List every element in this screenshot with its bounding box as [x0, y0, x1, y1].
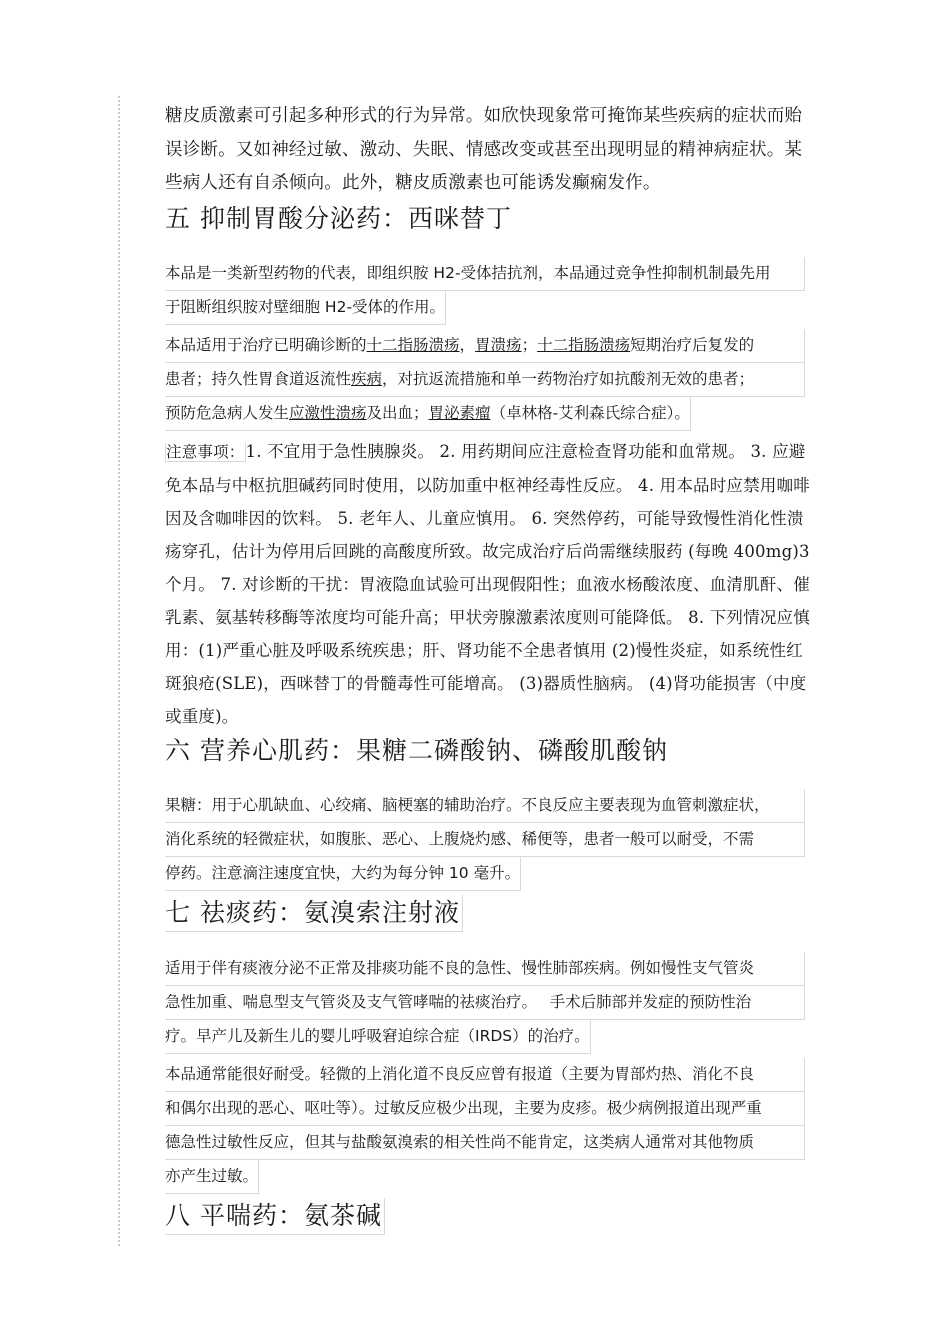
- notes-text: 1. 不宜用于急性胰腺炎。 2. 用药期间应注意检查肾功能和血常规。 3. 应避免本品与中枢抗胆碱药同时使用，以防加重中枢神经毒性反应。 4. 用本品时应禁用咖啡因及含咖啡因的饮料。 5. 老年人、儿童应慎用。 6. 突然停药，可能导致慢性消化性溃疡穿孔，估计为停用后回跳的高酸度所致。故完成治疗后尚需继续服药 (每晚 400mg)3 个月。 7. 对诊断的干扰：胃液隐血试验可出现假阳性；血液水杨酸浓度、血清肌酐、催乳素、氨基转移酶等浓度均可能升高；甲状旁腺激素浓度则可能降低。 8. 下列情况应慎用：(1)严重心脏及呼吸系统疾患；肝、肾功能不全患者慎用 (2)慢性炎症，如系统性红斑狼疮(SLE)，西咪替丁的骨髓毒性可能增高。 (3)器质性脑病。 (4)肾功能损害（中度或重度)。: [165, 441, 810, 726]
- text-line: [165, 329, 805, 363]
- text-line: 急性加重、喘息型支气管炎及支气管哮喘的祛痰治疗。 手术后肺部并发症的预防性治: [165, 986, 805, 1020]
- section-7-adverse-effects: [165, 1058, 805, 1198]
- link-disease[interactable]: 疾病: [351, 369, 383, 388]
- text-line: 消化系统的轻微症状，如腹胀、恶心、上腹烧灼感、稀便等，患者一般可以耐受，不需: [165, 823, 805, 857]
- text-line: 和偶尔出现的恶心、呕吐等）。过敏反应极少出现，主要为皮疹。极少病例报道出现严重: [165, 1092, 805, 1126]
- text-line: [165, 363, 805, 397]
- text-line: [165, 397, 691, 431]
- text-run: ，对抗返流措施和单一药物治疗如抗酸剂无效的患者；: [382, 369, 755, 388]
- text-line: 于阻断组织胺对壁细胞 H2-受体的作用。: [165, 291, 446, 325]
- text-run: 及出血；: [366, 403, 429, 422]
- text-line: 亦产生过敏。: [165, 1160, 259, 1194]
- text-line: 本品通常能很好耐受。轻微的上消化道不良反应曾有报道（主要为胃部灼热、消化不良: [165, 1058, 805, 1092]
- section-5-indications: [165, 329, 805, 435]
- text-line: 果糖：用于心肌缺血、心绞痛、脑梗塞的辅助治疗。不良反应主要表现为血管刺激症状，: [165, 789, 805, 823]
- link-duodenal-ulcer[interactable]: 十二指肠溃疡: [366, 335, 460, 354]
- link-gastrinoma[interactable]: 胃泌素瘤: [428, 403, 491, 422]
- text-run: ；: [521, 335, 538, 354]
- link-duodenal-ulcer-2[interactable]: 十二指肠溃疡: [537, 335, 631, 354]
- text-run: 短期治疗后复发的: [630, 335, 755, 354]
- section-8-heading: 八 平喘药：氨茶碱: [165, 1198, 385, 1235]
- document-page: [165, 100, 815, 1235]
- section-6-heading: 六 营养心肌药：果糖二磷酸钠、磷酸肌酸钠: [165, 735, 668, 765]
- section-5-description: [165, 257, 805, 329]
- text-line: 停药。注意滴注速度宜快，大约为每分钟 10 毫升。: [165, 857, 521, 891]
- intro-paragraph: 糖皮质激素可引起多种形式的行为异常。如欣快现象常可掩饰某些疾病的症状而贻误诊断。又如神经过敏、激动、失眠、情感改变或甚至出现明显的精神病症状。某些病人还有自杀倾向。此外，糖皮质激素也可能诱发癫痫发作。: [165, 106, 803, 193]
- text-line: 德急性过敏性反应，但其与盐酸氨溴索的相关性尚不能肯定，这类病人通常对其他物质: [165, 1126, 805, 1160]
- text-run: 患者；持久性胃食道返流性: [165, 369, 352, 388]
- margin-dotted-rule: [118, 96, 120, 1246]
- link-gastric-ulcer[interactable]: 胃溃疡: [475, 335, 522, 354]
- text-line: 疗。早产儿及新生儿的婴儿呼吸窘迫综合症（IRDS）的治疗。: [165, 1020, 591, 1054]
- section-6-body: [165, 789, 805, 895]
- section-5-heading: 五 抑制胃酸分泌药：西咪替丁: [165, 203, 512, 233]
- notes-label: 注意事项：: [166, 442, 245, 461]
- link-stress-ulcer[interactable]: 应激性溃疡: [289, 403, 367, 422]
- text-line: 适用于伴有痰液分泌不正常及排痰功能不良的急性、慢性肺部疾病。例如慢性支气管炎: [165, 952, 805, 986]
- section-7-heading: 七 祛痰药：氨溴索注射液: [165, 895, 463, 932]
- text-run: 预防危急病人发生: [165, 403, 290, 422]
- section-7-indications: [165, 952, 805, 1058]
- text-run: （卓林格-艾利森氏综合症）。: [490, 403, 690, 422]
- section-5-notes: [165, 435, 815, 733]
- text-line: 本品是一类新型药物的代表，即组织胺 H2-受体拮抗剂，本品通过竞争性抑制机制最先用: [165, 257, 805, 291]
- text-run: ，: [459, 335, 476, 354]
- text-run: 本品适用于治疗已明确诊断的: [165, 335, 367, 354]
